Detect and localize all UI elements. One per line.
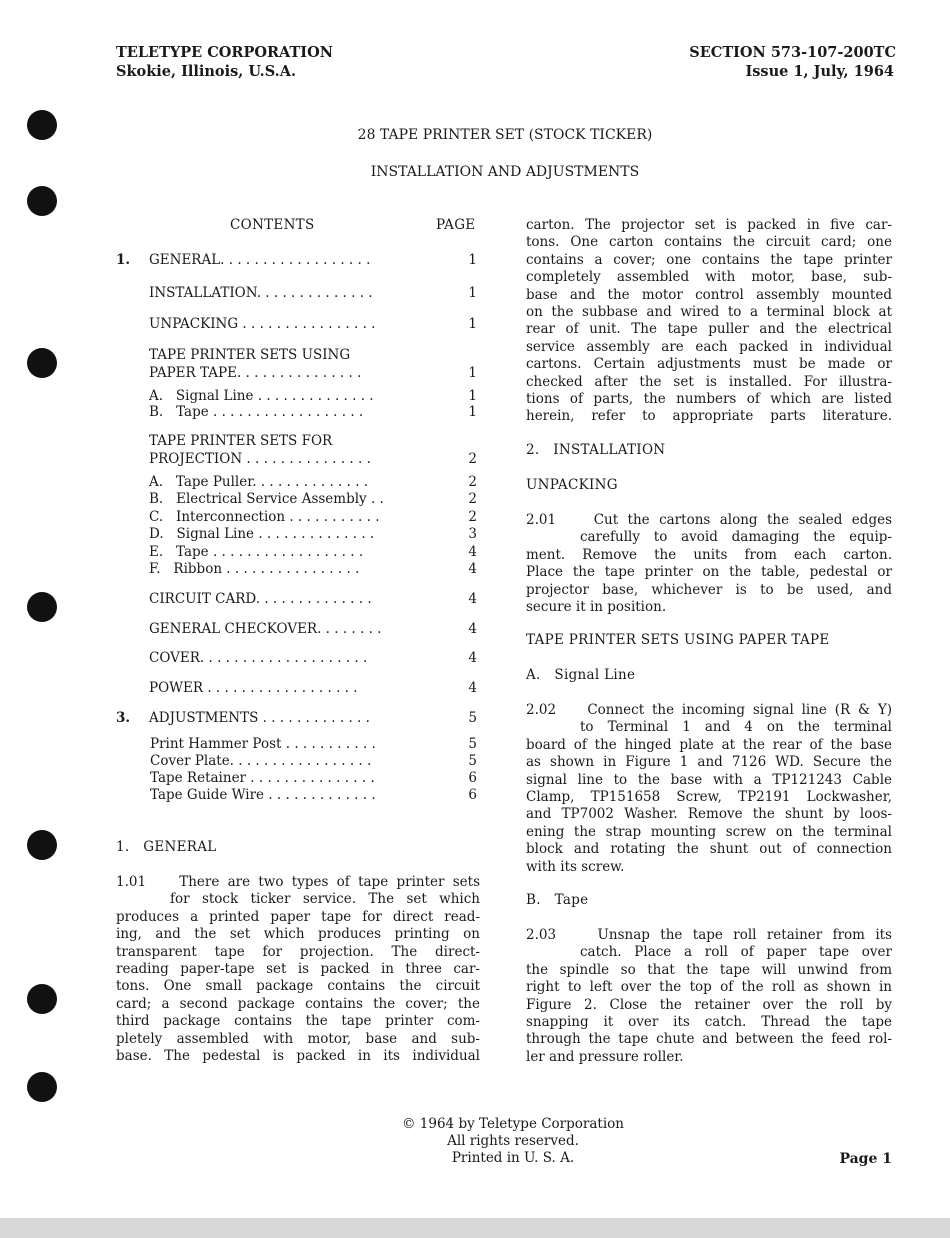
- text-line: herein, refer to appropriate parts literature.: [526, 408, 892, 425]
- toc-page: 1: [468, 252, 477, 268]
- text-line: base. The pedestal is packed in its individual: [116, 1047, 480, 1064]
- toc-title: Print Hammer Post . . . . . . . . . . .: [150, 736, 376, 752]
- toc-page: 1: [468, 285, 477, 301]
- toc-title: TAPE PRINTER SETS USING: [149, 347, 351, 363]
- toc-page: 2: [468, 451, 477, 467]
- general-heading: 1. GENERAL: [116, 839, 217, 855]
- toc-row: [116, 752, 481, 770]
- toc-number: 1.: [116, 252, 131, 268]
- signal-line-heading: A. Signal Line: [526, 667, 636, 683]
- toc-title: PROJECTION . . . . . . . . . . . . . . .: [149, 451, 371, 467]
- toc-page: 4: [468, 680, 477, 696]
- text-line: Place the tape printer on the table, pedestal or: [526, 564, 892, 581]
- text-line: base and the motor control assembly mounted: [526, 286, 892, 303]
- text-line: cartons. Certain adjustments must be made or: [526, 356, 892, 373]
- text-line: transparent tape for projection. The direct-: [116, 943, 480, 960]
- toc-page: 4: [468, 650, 477, 666]
- rights-notice: All rights reserved.: [447, 1133, 579, 1149]
- toc-row: [116, 525, 481, 543]
- toc-title: E. Tape . . . . . . . . . . . . . . . . . .: [149, 544, 364, 560]
- text-line: ening the strap mounting screw on the terminal: [526, 823, 892, 840]
- text-line: ing, and the set which produces printing on: [116, 926, 480, 943]
- toc-row: [116, 432, 481, 450]
- toc-title: A. Signal Line . . . . . . . . . . . . . .: [149, 388, 374, 404]
- text-line: tions of parts, the numbers of which are listed: [526, 390, 892, 407]
- toc-page: 2: [468, 474, 477, 490]
- toc-row: [116, 735, 481, 753]
- text-line: projector base, whichever is to be used, and: [526, 581, 892, 598]
- toc-title: COVER. . . . . . . . . . . . . . . . . . . .: [149, 650, 368, 666]
- toc-page: 4: [468, 591, 477, 607]
- paper-tape-heading: TAPE PRINTER SETS USING PAPER TAPE: [526, 632, 830, 648]
- toc-row: [116, 364, 481, 382]
- company-name: TELETYPE CORPORATION: [116, 44, 333, 61]
- text-line: snapping it over its catch. Thread the tape: [526, 1013, 892, 1030]
- document-title: 28 TAPE PRINTER SET (STOCK TICKER): [357, 127, 653, 143]
- toc-row: [116, 769, 481, 787]
- binder-hole: [27, 592, 57, 622]
- toc-row: [116, 709, 481, 727]
- toc-row: [116, 284, 481, 302]
- printed-notice: Printed in U. S. A.: [451, 1150, 575, 1166]
- toc-title: Tape Guide Wire . . . . . . . . . . . . .: [150, 787, 376, 803]
- toc-title: GENERAL. . . . . . . . . . . . . . . . . .: [149, 252, 371, 268]
- toc-title: C. Interconnection . . . . . . . . . . .: [149, 509, 380, 525]
- text-line: catch. Place a roll of paper tape over: [580, 944, 892, 961]
- toc-page: 5: [468, 753, 477, 769]
- toc-title: B. Electrical Service Assembly . .: [149, 491, 384, 507]
- toc-title: A. Tape Puller. . . . . . . . . . . . . .: [149, 474, 369, 490]
- scan-edge: [0, 1218, 950, 1238]
- toc-page: 6: [468, 787, 477, 803]
- toc-page: 1: [468, 365, 477, 381]
- binder-hole: [27, 348, 57, 378]
- toc-page: 4: [468, 544, 477, 560]
- toc-title: F. Ribbon . . . . . . . . . . . . . . . .: [149, 561, 360, 577]
- toc-title: CIRCUIT CARD. . . . . . . . . . . . . .: [149, 591, 372, 607]
- text-line: service assembly are each packed in individual: [526, 338, 892, 355]
- paragraph-1-01-continued: [526, 217, 892, 426]
- contents-page-heading: PAGE: [436, 217, 476, 233]
- text-line: to Terminal 1 and 4 on the terminal: [580, 719, 892, 736]
- text-line: completely assembled with motor, base, sub-: [526, 269, 892, 286]
- contents-heading: CONTENTS: [230, 217, 315, 233]
- toc-title: POWER . . . . . . . . . . . . . . . . . .: [149, 680, 358, 696]
- text-line: 2.03 Unsnap the tape roll retainer from its: [526, 927, 892, 943]
- binder-hole: [27, 1072, 57, 1102]
- section-number: SECTION 573-107-200TC: [689, 44, 896, 61]
- toc-row: [116, 473, 481, 491]
- toc-title: Cover Plate. . . . . . . . . . . . . . . . .: [150, 753, 372, 769]
- page-number: Page 1: [839, 1151, 892, 1167]
- tape-heading: B. Tape: [526, 892, 589, 908]
- toc-page: 1: [468, 404, 477, 420]
- toc-title: B. Tape . . . . . . . . . . . . . . . . . .: [149, 404, 364, 420]
- installation-heading: 2. INSTALLATION: [526, 442, 666, 458]
- text-line: rear of unit. The tape puller and the electrical: [526, 321, 892, 338]
- text-line: right to left over the top of the roll as shown in: [526, 979, 892, 996]
- text-line: Figure 2. Close the retainer over the roll by: [526, 996, 892, 1013]
- toc-row: [116, 786, 481, 804]
- paragraph-1-01: [116, 874, 480, 1065]
- toc-row: [116, 251, 481, 269]
- text-line: with its screw.: [526, 858, 625, 875]
- text-line: card; a second package contains the cover; the: [116, 995, 480, 1012]
- text-line: tons. One carton contains the circuit card; one: [526, 234, 892, 251]
- binder-hole: [27, 984, 57, 1014]
- text-line: 1.01 There are two types of tape printer sets: [116, 874, 480, 890]
- toc-title: Tape Retainer . . . . . . . . . . . . . . .: [150, 770, 375, 786]
- text-line: as shown in Figure 1 and 7126 WD. Secure the: [526, 754, 892, 771]
- paragraph-2-03: [526, 927, 892, 1066]
- toc-number: 3.: [116, 710, 131, 726]
- toc-title: TAPE PRINTER SETS FOR: [149, 433, 333, 449]
- toc-page: 2: [468, 491, 477, 507]
- paragraph-2-01: [526, 512, 892, 616]
- toc-page: 6: [468, 770, 477, 786]
- text-line: ment. Remove the units from each carton.: [526, 546, 892, 563]
- toc-title: ADJUSTMENTS . . . . . . . . . . . . .: [149, 710, 370, 726]
- toc-page: 5: [468, 736, 477, 752]
- toc-title: D. Signal Line . . . . . . . . . . . . . .: [149, 526, 375, 542]
- text-line: on the subbase and wired to a terminal block at: [526, 303, 892, 320]
- text-line: signal line to the base with a TP121243 Cable: [526, 771, 892, 788]
- toc-row: [116, 508, 481, 526]
- issue-date: Issue 1, July, 1964: [745, 63, 894, 80]
- company-location: Skokie, Illinois, U.S.A.: [116, 63, 297, 80]
- toc-row: [116, 649, 481, 667]
- copyright-notice: © 1964 by Teletype Corporation: [402, 1116, 624, 1132]
- text-line: through the tape chute and between the feed rol-: [526, 1031, 892, 1048]
- text-line: checked after the set is installed. For illustra-: [526, 373, 892, 390]
- binder-hole: [27, 830, 57, 860]
- toc-page: 1: [468, 388, 477, 404]
- toc-page: 3: [468, 526, 477, 542]
- toc-title: UNPACKING . . . . . . . . . . . . . . . .: [149, 316, 376, 332]
- toc-row: [116, 679, 481, 697]
- text-line: contains a cover; one contains the tape printer: [526, 251, 892, 268]
- document-subtitle: INSTALLATION AND ADJUSTMENTS: [370, 164, 640, 180]
- toc-title: PAPER TAPE. . . . . . . . . . . . . . .: [149, 365, 362, 381]
- text-line: reading paper-tape set is packed in three car-: [116, 960, 480, 977]
- toc-page: 5: [468, 710, 477, 726]
- text-line: tons. One small package contains the circuit: [116, 978, 480, 995]
- text-line: 2.02 Connect the incoming signal line (R & Y): [526, 702, 892, 718]
- toc-row: [116, 620, 481, 638]
- text-line: ler and pressure roller.: [526, 1048, 684, 1065]
- text-line: block and rotating the shunt out of connection: [526, 841, 892, 858]
- toc-title: GENERAL CHECKOVER. . . . . . . .: [149, 621, 382, 637]
- binder-hole: [27, 186, 57, 216]
- text-line: secure it in position.: [526, 598, 667, 615]
- text-line: board of the hinged plate at the rear of the base: [526, 736, 892, 753]
- text-line: and TP7002 Washer. Remove the shunt by loos-: [526, 806, 892, 823]
- toc-row: [116, 543, 481, 561]
- text-line: the spindle so that the tape will unwind from: [526, 961, 892, 978]
- toc-page: 4: [468, 621, 477, 637]
- text-line: Clamp, TP151658 Screw, TP2191 Lockwasher,: [526, 788, 892, 805]
- toc-row: [116, 560, 481, 578]
- toc-row: [116, 346, 481, 364]
- toc-row: [116, 403, 481, 421]
- text-line: pletely assembled with motor, base and sub-: [116, 1030, 480, 1047]
- paragraph-2-02: [526, 702, 892, 876]
- toc-row: [116, 490, 481, 508]
- text-line: 2.01 Cut the cartons along the sealed edges: [526, 512, 892, 528]
- text-line: third package contains the tape printer com-: [116, 1013, 480, 1030]
- toc-page: 4: [468, 561, 477, 577]
- toc-page: 1: [468, 316, 477, 332]
- toc-row: [116, 590, 481, 608]
- toc-page: 2: [468, 509, 477, 525]
- unpacking-heading: UNPACKING: [526, 477, 618, 493]
- text-line: produces a printed paper tape for direct read-: [116, 908, 480, 925]
- toc-row: [116, 315, 481, 333]
- toc-title: INSTALLATION. . . . . . . . . . . . . .: [149, 285, 373, 301]
- toc-row: [116, 450, 481, 468]
- text-line: carefully to avoid damaging the equip-: [580, 529, 892, 546]
- text-line: for stock ticker service. The set which: [170, 891, 480, 908]
- text-line: carton. The projector set is packed in five car-: [526, 217, 892, 233]
